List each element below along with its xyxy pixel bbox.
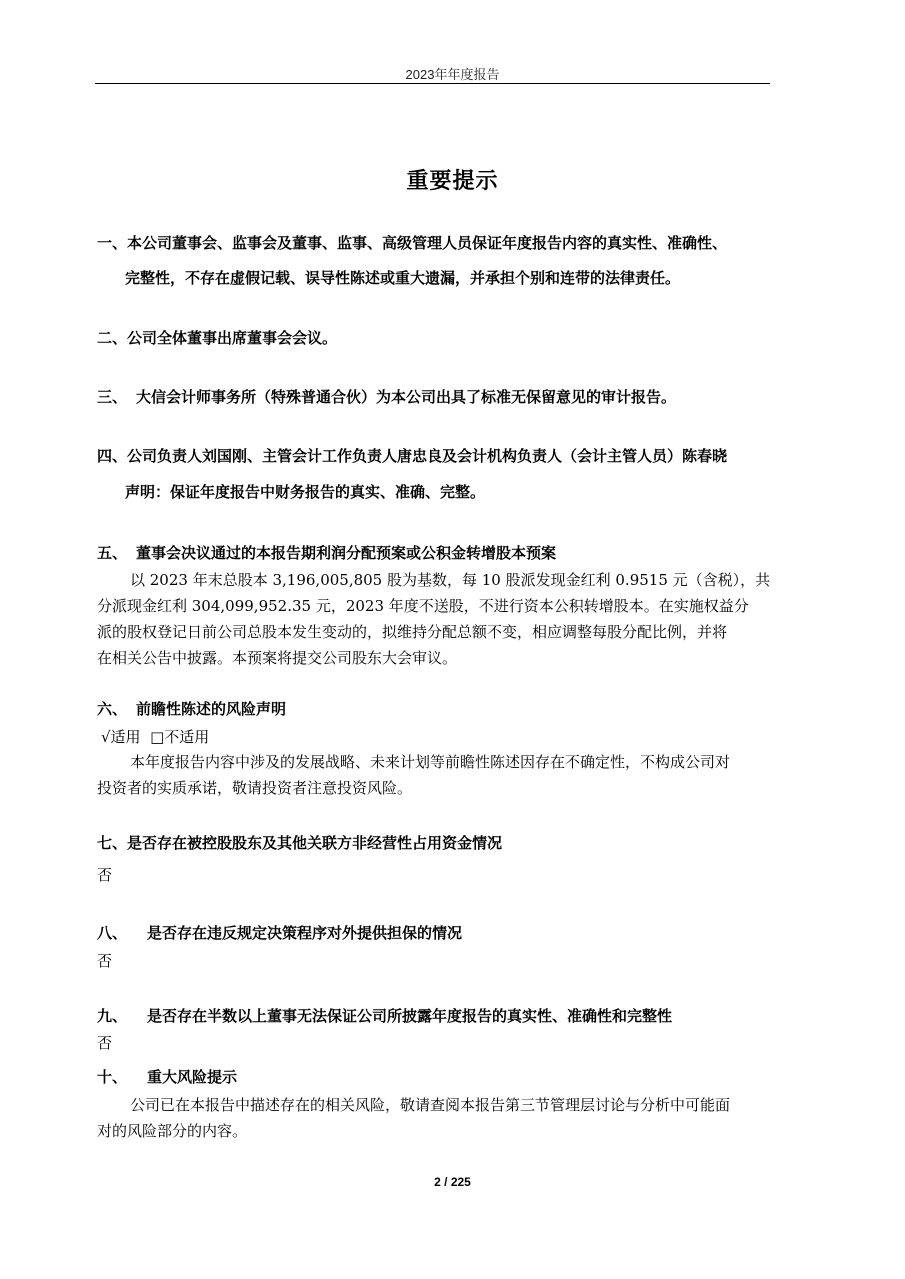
page-number: 2 / 225 — [434, 1175, 471, 1189]
item-five-number: 五、 — [97, 544, 128, 562]
item-nine-heading: 是否存在半数以上董事无法保证公司所披露年度报告的真实性、准确性和完整性 — [147, 1007, 673, 1025]
item-six-para-line2: 投资者的实质承诺，敬请投资者注意投资风险。 — [97, 779, 413, 797]
item-three-text: 大信会计师事务所（特殊普通合伙）为本公司出具了标准无保留意见的审计报告。 — [136, 388, 677, 406]
item-four-line2: 声明：保证年度报告中财务报告的真实、准确、完整。 — [125, 483, 486, 501]
item-seven-heading: 七、是否存在被控股股东及其他关联方非经营性占用资金情况 — [97, 834, 503, 852]
item-one-line2: 完整性，不存在虚假记载、误导性陈述或重大遗漏，并承担个别和连带的法律责任。 — [125, 269, 681, 287]
item-ten-heading: 重大风险提示 — [147, 1068, 238, 1086]
item-three-number: 三、 — [97, 388, 128, 406]
running-header: 2023年年度报告 — [405, 67, 500, 82]
header-rule — [95, 83, 770, 84]
item-six-number: 六、 — [97, 700, 128, 718]
page-title: 重要提示 — [406, 169, 499, 194]
item-eight-answer: 否 — [97, 952, 113, 970]
item-five-para-line2: 分派现金红利 304,099,952.35 元，2023 年度不送股，不进行资本公积转增股本。在实施权益分 — [97, 597, 749, 615]
item-seven-answer: 否 — [97, 866, 113, 884]
item-eight-number: 八、 — [97, 924, 128, 942]
item-five-heading: 董事会决议通过的本报告期利润分配预案或公积金转增股本预案 — [136, 544, 557, 562]
item-six-para-line1: 本年度报告内容中涉及的发展战略、未来计划等前瞻性陈述因存在不确定性，不构成公司对 — [130, 753, 731, 771]
item-six-heading: 前瞻性陈述的风险声明 — [136, 700, 287, 718]
item-five-para-line1: 以 2023 年末总股本 3,196,005,805 股为基数，每 10 股派发现金红利 0.9515 元（含税），共 — [130, 571, 771, 589]
item-nine-answer: 否 — [97, 1034, 113, 1052]
item-ten-para-line1: 公司已在本报告中描述存在的相关风险，敬请查阅本报告第三节管理层讨论与分析中可能面 — [130, 1096, 731, 1114]
applicable-options: √适用 □不适用 — [101, 728, 210, 746]
item-ten-number: 十、 — [97, 1068, 128, 1086]
item-ten-para-line2: 对的风险部分的内容。 — [97, 1122, 248, 1140]
item-one-line1: 一、本公司董事会、监事会及董事、监事、高级管理人员保证年度报告内容的真实性、准确性、 — [97, 234, 728, 252]
item-nine-number: 九、 — [97, 1007, 128, 1025]
item-five-para-line3: 派的股权登记日前公司总股本发生变动的，拟维持分配总额不变，相应调整每股分配比例，并将 — [97, 623, 728, 641]
item-four-line1: 四、公司负责人刘国刚、主管会计工作负责人唐忠良及会计机构负责人（会计主管人员）陈春晓 — [97, 447, 728, 465]
item-two: 二、公司全体董事出席董事会会议。 — [97, 329, 338, 347]
item-five-para-line4: 在相关公告中披露。本预案将提交公司股东大会审议。 — [97, 649, 458, 667]
item-eight-heading: 是否存在违反规定决策程序对外提供担保的情况 — [147, 924, 463, 942]
